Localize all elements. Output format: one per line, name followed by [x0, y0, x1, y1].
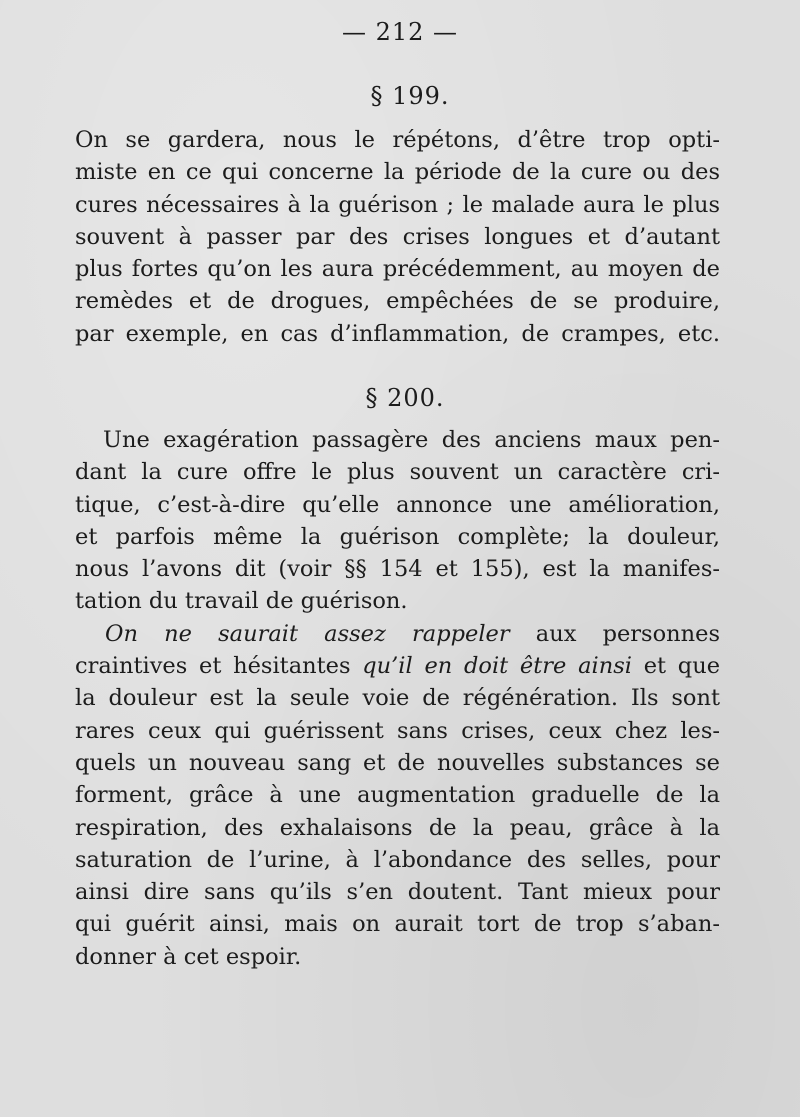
text-line: respiration, des exhalaisons de la peau, grâce à la: [75, 814, 720, 841]
page-number: — 212 —: [341, 18, 459, 46]
text-line: souvent à passer par des crises longues et d’autant: [75, 223, 720, 250]
text-line: forment, grâce à une augmentation graduelle de la: [75, 782, 720, 809]
text-line: ainsi dire sans qu’ils s’en doutent. Tant mieux pour: [75, 879, 720, 906]
text-line: craintives et hésitantes qu’il en doit être ainsi et que: [75, 653, 721, 680]
text-line: rares ceux qui guérissent sans crises, ceux chez les-: [75, 717, 720, 744]
text-line: On ne saurait assez rappeler aux personnes: [105, 620, 720, 647]
text-line: remèdes et de drogues, empêchées de se produire,: [75, 288, 720, 315]
section-heading-199: § 199.: [370, 82, 450, 110]
text-line: tation du travail de guérison.: [75, 588, 408, 615]
text-line: et parfois même la guérison complète; la douleur,: [75, 523, 720, 550]
text-line: nous l’avons dit (voir §§ 154 et 155), est la manifes-: [75, 556, 720, 583]
text-line: On se gardera, nous le répétons, d’être trop opti-: [75, 127, 720, 153]
text-line: quels un nouveau sang et de nouvelles substances se: [75, 749, 720, 776]
text-line: cures nécessaires à la guérison ; le malade aura le plus: [75, 191, 720, 218]
text-line: miste en ce qui concerne la période de la cure ou des: [75, 159, 720, 186]
text-line: donner à cet espoir.: [75, 943, 302, 970]
section-heading-200: § 200.: [365, 384, 445, 412]
emphasis-text: qu’il en doit être ainsi: [362, 653, 632, 680]
text-line: dant la cure offre le plus souvent un caractère cri-: [75, 459, 720, 486]
paragraph-200: [75, 424, 720, 973]
text-line: la douleur est la seule voie de régénération. Ils sont: [75, 685, 720, 712]
text-line: saturation de l’urine, à l’abondance des selles, pour: [75, 846, 720, 873]
emphasis-text: On ne saurait assez rappeler: [105, 620, 510, 647]
text-line: qui guérit ainsi, mais on aurait tort de trop s’aban-: [75, 911, 720, 938]
text-line: tique, c’est-à-dire qu’elle annonce une amélioration,: [75, 491, 720, 518]
text-line: plus fortes qu’on les aura précédemment, au moyen de: [75, 256, 720, 283]
paragraph-199: [75, 124, 720, 350]
text-line: par exemple, en cas d’inflammation, de crampes, etc.: [75, 320, 720, 347]
text-line: Une exagération passagère des anciens maux pen-: [103, 427, 720, 453]
